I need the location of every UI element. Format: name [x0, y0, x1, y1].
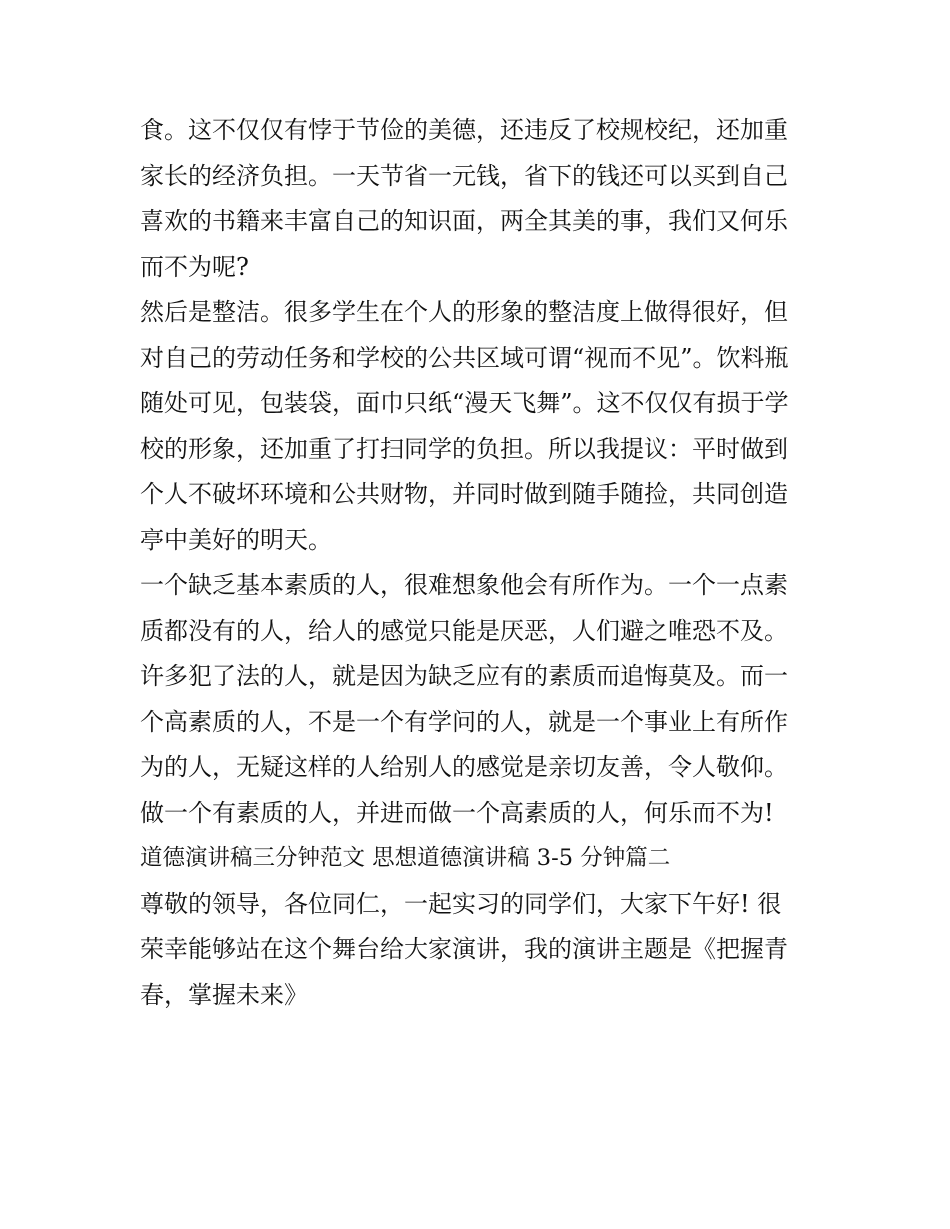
- text-line-16: 做一个有素质的人，并进而做一个高素质的人，何乐而不为!: [140, 798, 774, 827]
- text-line-15: 为的人，无疑这样的人给别人的感觉是亲切友善，令人敬仰。: [140, 753, 788, 781]
- text-line-7: 随处可见，包装袋，面巾只纸“漫天飞舞”。这不仅仅有损于学: [140, 389, 789, 417]
- text-line-1: 食。这不仅仅有悖于节俭的美德，还违反了校规校纪，还加重: [140, 116, 788, 144]
- text-line-8: 校的形象，还加重了打扫同学的负担。所以我提议：平时做到: [140, 434, 788, 463]
- text-line-13: 许多犯了法的人，就是因为缺乏应有的素质而追悔莫及。而一: [140, 662, 788, 690]
- text-line-12: 质都没有的人，给人的感觉只能是厌恶，人们避之唯恐不及。: [140, 616, 788, 645]
- text-line-2: 家长的经济负担。一天节省一元钱，省下的钱还可以买到自己: [140, 161, 788, 190]
- text-line-3: 喜欢的书籍来丰富自己的知识面，两全其美的事，我们又何乐: [140, 207, 788, 235]
- text-line-6: 对自己的劳动任务和学校的公共区域可谓“视而不见”。饮料瓶: [140, 343, 789, 372]
- text-line-18: 尊敬的领导，各位同仁，一起实习的同学们，大家下午好! 很: [140, 889, 782, 918]
- text-line-10: 亭中美好的明天。: [140, 525, 332, 554]
- text-line-5: 然后是整洁。很多学生在个人的形象的整洁度上做得很好，但: [140, 298, 788, 326]
- text-line-19: 荣幸能够站在这个舞台给大家演讲，我的演讲主题是《把握青: [140, 935, 788, 963]
- text-line-20: 春，掌握未来》: [140, 980, 308, 1009]
- document-body: [140, 108, 830, 1018]
- text-line-4: 而不为呢?: [140, 252, 249, 281]
- text-line-14: 个高素质的人，不是一个有学问的人，就是一个事业上有所作: [140, 707, 788, 736]
- section-heading: 道德演讲稿三分钟范文 思想道德演讲稿 3-5 分钟篇二: [140, 845, 671, 871]
- text-line-9: 个人不破坏环境和公共财物，并同时做到随手随捡，共同创造: [140, 480, 788, 508]
- text-line-11: 一个缺乏基本素质的人，很难想象他会有所作为。一个一点素: [140, 571, 788, 599]
